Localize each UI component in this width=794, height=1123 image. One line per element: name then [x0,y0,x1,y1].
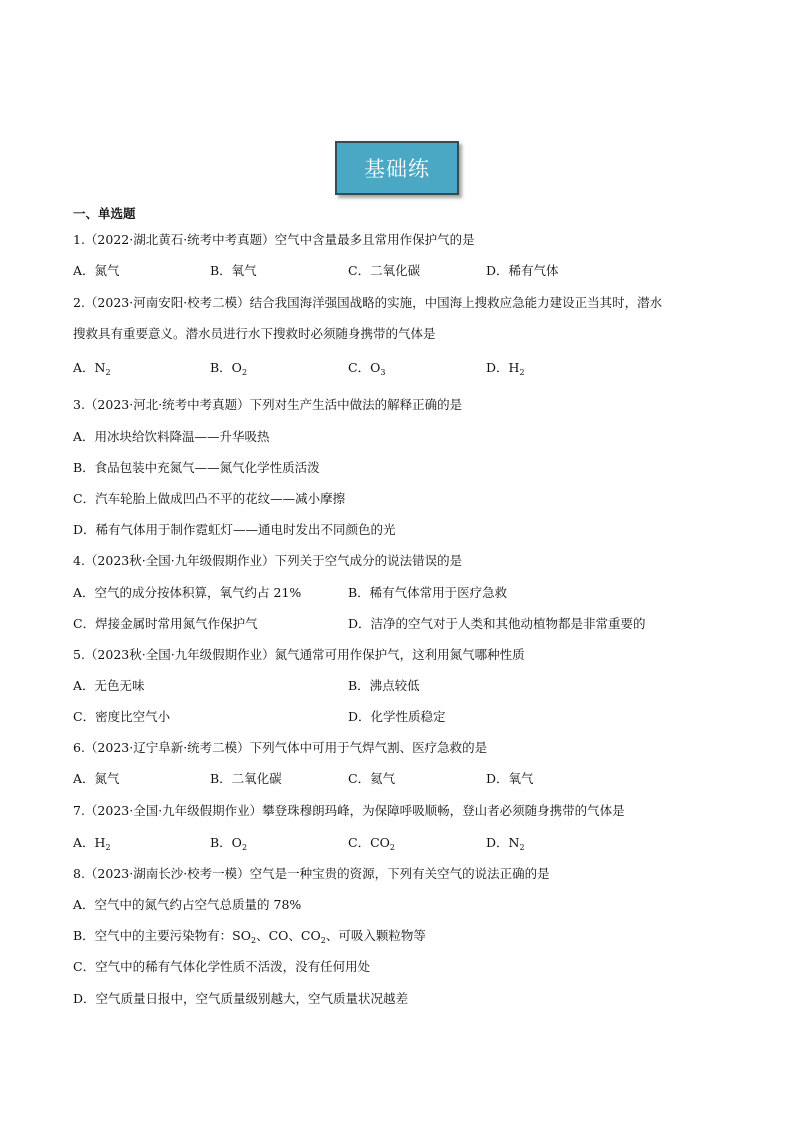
question-2-option-d: D．$H_2$ [486,360,525,377]
question-8-option-b: B．空气中的主要污染物有：$SO_2$、CO、$CO_2$、可吸入颗粒物等 [73,928,426,945]
question-5-option-a: A．无色无味 [73,678,145,693]
question-6-option-b: B．二氧化碳 [210,771,282,786]
question-7-option-c: C．$CO_2$ [348,835,395,852]
page-title-box [335,141,459,195]
question-2-option-a: A．$N_2$ [73,360,111,377]
question-7-option-a: A．$H_2$ [73,835,111,852]
question-7-stem: 7.（2023·全国·九年级假期作业）攀登珠穆朗玛峰，为保障呼吸顺畅，登山者必须随身携带的气体是 [73,803,625,818]
question-3-option-b: B．食品包装中充氮气——氮气化学性质活泼 [73,460,320,475]
question-8-option-d: D．空气质量日报中，空气质量级别越大，空气质量状况越差 [73,991,409,1006]
question-2-stem-line-1: 2.（2023·河南安阳·校考二模）结合我国海洋强国战略的实施，中国海上搜救应急能力建设正当其时，潜水 [73,295,663,310]
question-4-stem: 4.（2023秋·全国·九年级假期作业）下列关于空气成分的说法错误的是 [73,553,463,568]
question-7-option-d: D．$N_2$ [486,835,525,852]
question-4-option-c: C．焊接金属时常用氮气作保护气 [73,616,258,631]
question-7-option-b: B．$O_2$ [210,835,248,852]
question-8-stem: 8.（2023·湖南长沙·校考一模）空气是一种宝贵的资源，下列有关空气的说法正确的是 [73,866,550,881]
question-8-option-a: A．空气中的氮气约占空气总质量的 78% [73,897,302,912]
question-1-stem: 1.（2022·湖北黄石·统考中考真题）空气中含量最多且常用作保护气的是 [73,232,475,247]
question-1-option-a: A．氮气 [73,263,120,278]
question-5-option-b: B．沸点较低 [348,678,420,693]
question-1-option-c: C．二氧化碳 [348,263,421,278]
question-2-option-c: C．$O_3$ [348,360,386,377]
question-2-option-b: B．$O_2$ [210,360,248,377]
question-8-option-c: C．空气中的稀有气体化学性质不活泼，没有任何用处 [73,959,371,974]
question-3-stem: 3.（2023·河北·统考中考真题）下列对生产生活中做法的解释正确的是 [73,397,463,412]
question-5-stem: 5.（2023秋·全国·九年级假期作业）氮气通常可用作保护气，这利用氮气哪种性质 [73,647,525,662]
page-title: 基础练 [364,157,430,181]
question-4-option-b: B．稀有气体常用于医疗急救 [348,585,508,600]
section-heading: 一、单选题 [73,206,136,221]
question-5-option-d: D．化学性质稳定 [348,709,446,724]
question-1-option-b: B．氧气 [210,263,257,278]
question-3-option-c: C．汽车轮胎上做成凹凸不平的花纹——减小摩擦 [73,491,346,506]
question-3-option-d: D．稀有气体用于制作霓虹灯——通电时发出不同颜色的光 [73,522,396,537]
question-6-option-a: A．氮气 [73,771,120,786]
question-5-option-c: C．密度比空气小 [73,709,171,724]
question-6-option-c: C．氦气 [348,771,396,786]
question-4-option-a: A．空气的成分按体积算，氧气约占 21% [73,585,302,600]
question-4-option-d: D．洁净的空气对于人类和其他动植物都是非常重要的 [348,616,646,631]
question-2-stem-line-2: 搜救具有重要意义。潜水员进行水下搜救时必须随身携带的气体是 [73,326,436,341]
question-1-option-d: D．稀有气体 [486,263,559,278]
question-3-option-a: A．用冰块给饮料降温——升华吸热 [73,429,270,444]
question-6-stem: 6.（2023·辽宁阜新·统考二模）下列气体中可用于气焊气割、医疗急救的是 [73,740,488,755]
question-6-option-d: D．氧气 [486,771,534,786]
